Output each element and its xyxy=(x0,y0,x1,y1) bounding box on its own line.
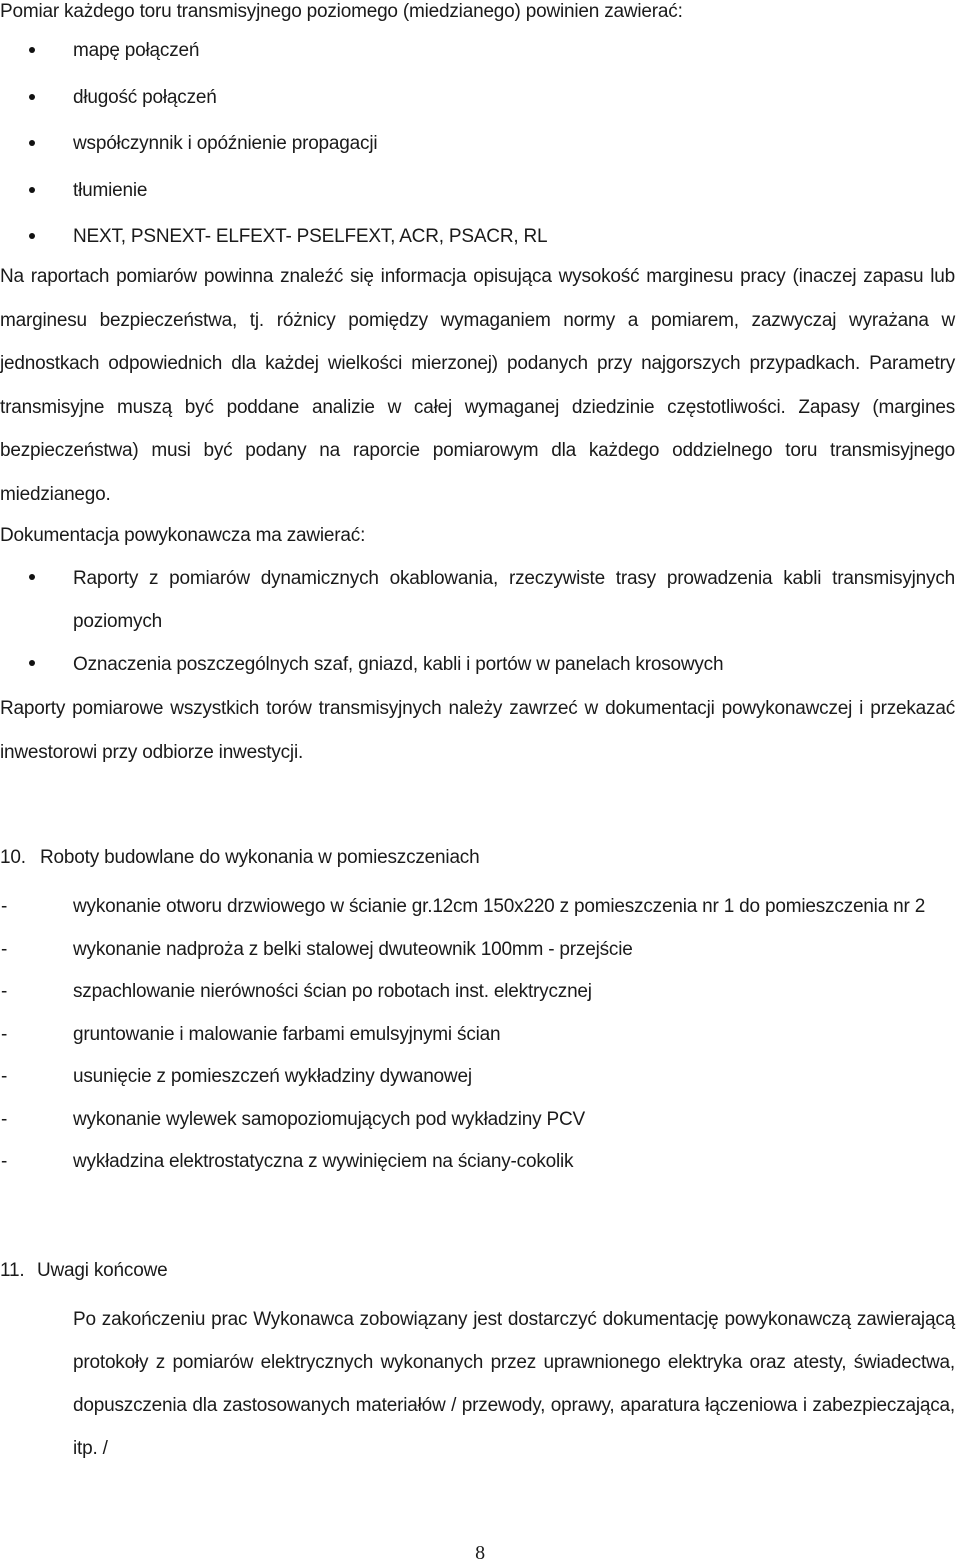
section-10-heading xyxy=(0,846,955,870)
list-item xyxy=(0,168,960,215)
list-item xyxy=(0,1014,955,1056)
test-items-list xyxy=(0,28,960,261)
dash-marker: - xyxy=(1,1023,8,1045)
list-item-text: współczynnik i opóźnienie propagacji xyxy=(73,133,378,154)
list-item xyxy=(0,929,955,971)
list-item xyxy=(0,886,955,928)
page-number: 8 xyxy=(475,1542,485,1564)
documentation-intro: Dokumentacja powykonawcza ma zawierać: xyxy=(0,525,366,546)
list-item-text: długość połączeń xyxy=(73,86,217,108)
list-item xyxy=(0,75,960,122)
dash-marker: - xyxy=(1,896,8,917)
handover-paragraph: Raporty pomiarowe wszystkich torów transmisyjnych należy zawrzeć w dokumentacji powykonawczej i przekazać inwestorowi przy odbiorze inwestycji. xyxy=(0,698,955,763)
bullet-icon xyxy=(29,140,35,146)
list-item-text: gruntowanie i malowanie farbami emulsyjnymi ścian xyxy=(73,1023,501,1045)
list-item-text: Oznaczenia poszczególnych szaf, gniazd, kabli i portów w panelach krosowych xyxy=(73,654,724,675)
dash-marker: - xyxy=(1,1151,8,1172)
list-item xyxy=(0,643,955,686)
list-item-text: usunięcie z pomieszczeń wykładziny dywanowej xyxy=(73,1066,472,1087)
list-item-text: wykonanie otworu drzwiowego w ścianie gr.12cm 150x220 z pomieszczenia nr 1 do pomieszczenia nr 2 xyxy=(73,896,926,917)
dash-marker: - xyxy=(1,1108,8,1130)
list-item-text: wykonanie wylewek samopoziomujących pod wykładziny PCV xyxy=(73,1108,585,1130)
list-item-text: mapę połączeń xyxy=(73,40,200,61)
section-title: Roboty budowlane do wykonania w pomieszczeniach xyxy=(40,847,480,868)
bullet-icon xyxy=(29,574,35,580)
section-11-heading xyxy=(0,1259,955,1283)
section-number: 10. xyxy=(0,847,26,868)
closing-paragraph: Po zakończeniu prac Wykonawca zobowiązany jest dostarczyć dokumentację powykonawczą zawierającą protokoły z pomiarów elektrycznych wykonanych przez uprawnionego elektryka oraz atesty, świadectwa, dopuszczenia dla zastosowanych materiałów / przewody, oprawy, aparatura łączeniowa i zabezpieczająca, itp. / xyxy=(73,1309,955,1459)
dash-marker: - xyxy=(1,981,8,1002)
list-item xyxy=(0,214,960,261)
list-item-text: Raporty z pomiarów dynamicznych okablowania, rzeczywiste trasy prowadzenia kabli transmisyjnych poziomych xyxy=(73,568,955,632)
reports-paragraph: Na raportach pomiarów powinna znaleźć się informacja opisująca wysokość marginesu pracy (inaczej zapasu lub marginesu bezpieczeństwa, tj. różnicy pomiędzy wymaganiem normy a pomiarem, zazwyczaj wyrażana w jednostkach odpowiednich dla każdej wielkości mierzonej) podanych przy najgorszych przypadkach. Parametry transmisyjne muszą być poddane analizie w całej wymaganej dziedzinie częstotliwości. Zapasy (margines bezpieczeństwa) musi być podany na raporcie pomiarowym dla każdego oddzielnego toru transmisyjnego miedzianego. xyxy=(0,266,955,505)
list-item xyxy=(0,1056,955,1098)
list-item xyxy=(0,28,960,75)
bullet-icon xyxy=(29,94,35,100)
list-item xyxy=(0,971,955,1013)
construction-works-list xyxy=(0,886,955,1184)
dash-marker: - xyxy=(1,938,8,960)
list-item xyxy=(0,121,960,168)
bullet-icon xyxy=(29,233,35,239)
list-item xyxy=(0,557,955,643)
list-item xyxy=(0,1099,955,1141)
bullet-icon xyxy=(29,660,35,666)
list-item-text: wykonanie nadproża z belki stalowej dwuteownik 100mm - przejście xyxy=(73,938,633,960)
list-item-text: szpachlowanie nierówności ścian po robotach inst. elektrycznej xyxy=(73,981,592,1002)
list-item-text: wykładzina elektrostatyczna z wywinięciem na ściany-cokolik xyxy=(73,1151,574,1172)
intro-text: Pomiar każdego toru transmisyjnego poziomego (miedzianego) powinien zawierać: xyxy=(0,1,683,22)
dash-marker: - xyxy=(1,1066,8,1087)
bullet-icon xyxy=(29,187,35,193)
list-item-text: NEXT, PSNEXT- ELFEXT- PSELFEXT, ACR, PSACR, RL xyxy=(73,226,548,247)
section-number: 11. xyxy=(0,1260,25,1281)
list-item xyxy=(0,1141,955,1183)
section-title: Uwagi końcowe xyxy=(37,1260,168,1281)
bullet-icon xyxy=(29,47,35,53)
list-item-text: tłumienie xyxy=(73,179,148,201)
